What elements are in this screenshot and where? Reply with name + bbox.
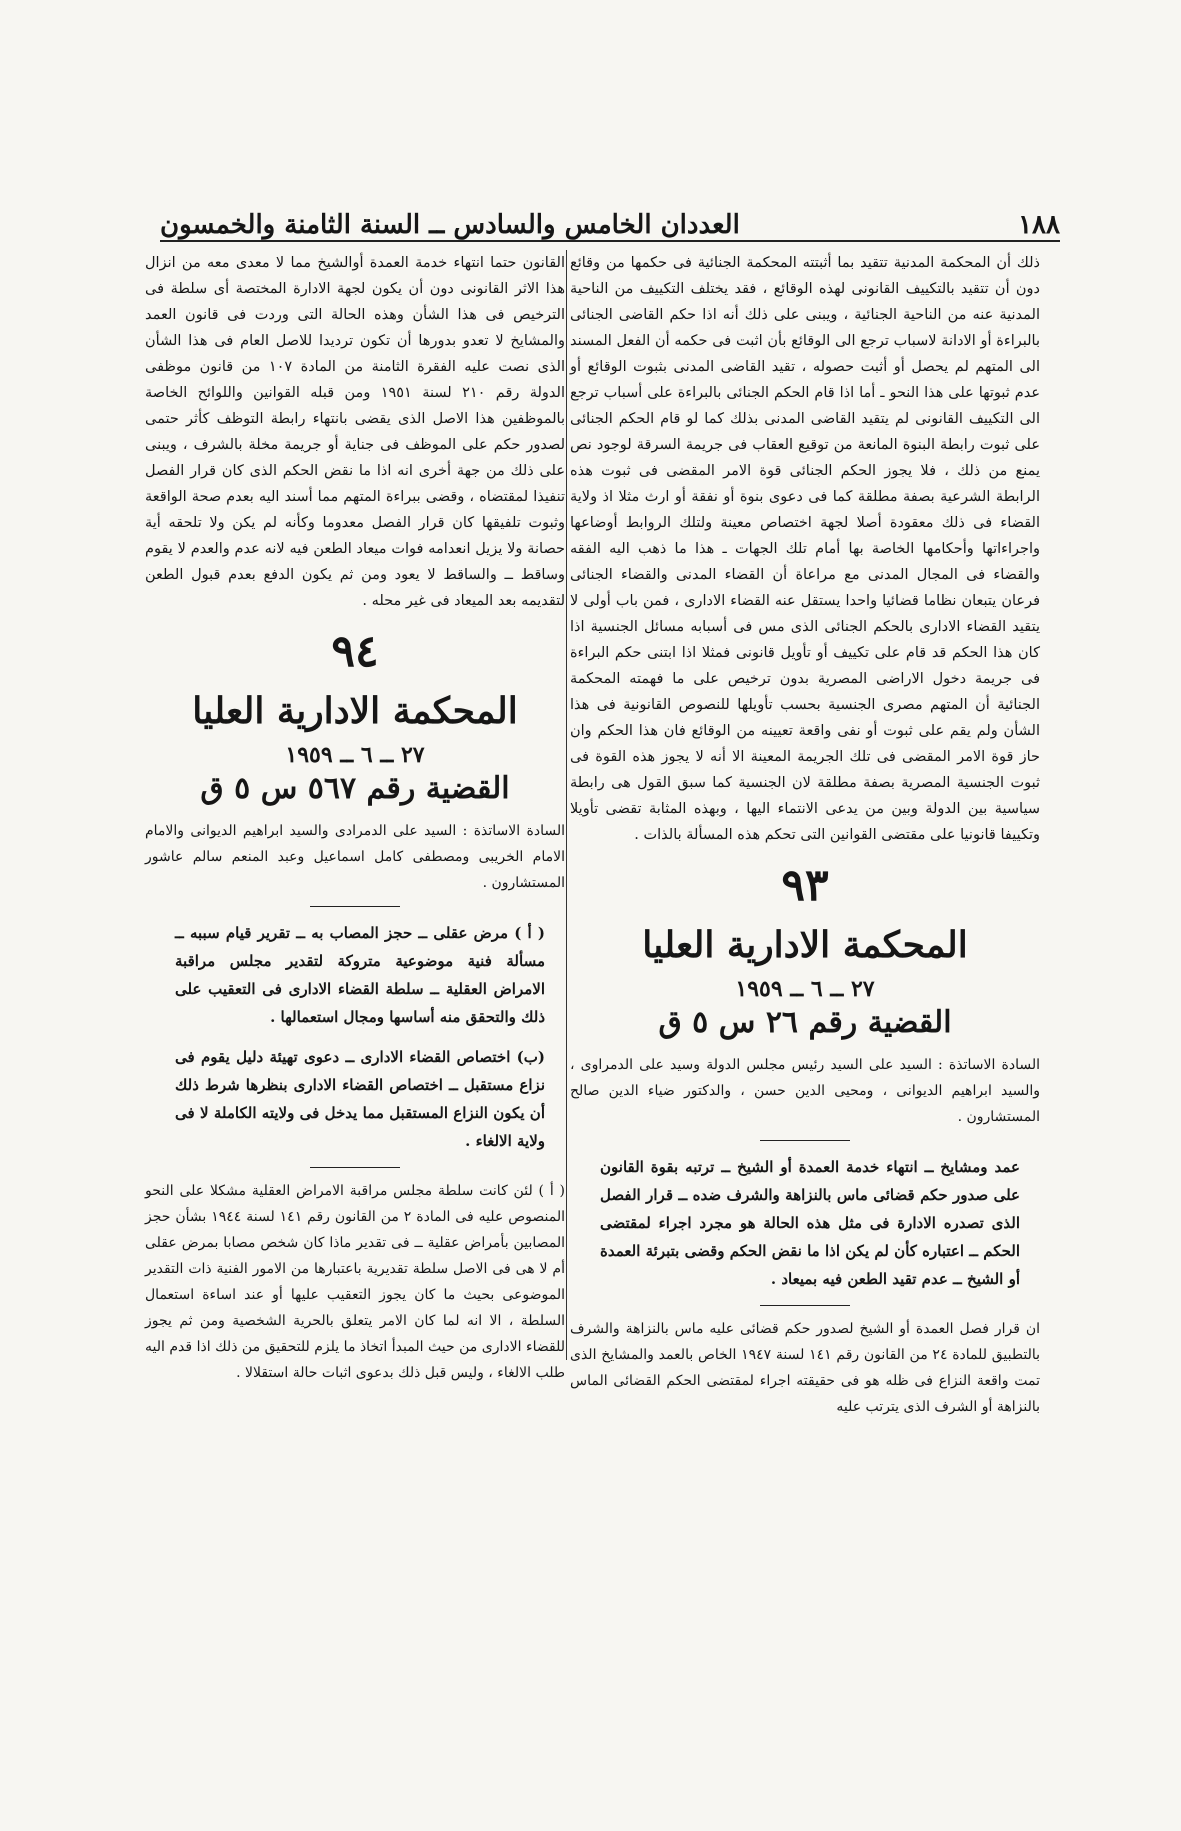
left-continuation-text: القانون حتما انتهاء خدمة العمدة أوالشيخ مما لا معدى معه من انزال هذا الاثر القانونى دون أن يكون لجهة الادارة المختصة أى سلطة فى الترخيص فى هذا الشأن وهذه الحالة التى وردت فى قانون العمد والمشايخ لا تعدو بدورها أن تكون ترديدا للاصل العام فى هذا الشأن الذى نصت عليه الفقرة الثامنة من المادة ١٠٧ من قانون موظفى الدولة رقم ٢١٠ لسنة ١٩٥١ ومن قبله القوانين واللوائح الخاصة بالموظفين هذا الاصل الذى يقضى بانتهاء رابطة التوظف كأثر حتمى لصدور حكم على الموظف فى جناية أو جريمة مخلة بالشرف ، ويبنى على ذلك من جهة أخرى انه اذا ما نقض الحكم الذى كان قرار الفصل تنفيذا لمقتضاه ، وقضى ببراءة المتهم مما أسند اليه بعدم صحة الواقعة وثبوت تلفيقها كان قرار الفصل معدوما وكأنه لم يكن ولا تلحقه أية حصانة ولا يزيل انعدامه فوات ميعاد الطعن فيه لانه عدم والعدم لا يقوم وساقط ــ والساقط لا يعود ومن ثم يكون الدفع بعدم قبول الطعن لتقديمه بعد الميعاد فى غير محله . [145,255,565,609]
divider [310,1167,400,1168]
judges-list: السادة الاساتذة : السيد على السيد رئيس مجلس الدولة وسيد على الدمراوى ، والسيد ابراهيم الديوانى ، ومحيى الدين حسن ، والدكتور ضياء الدين صالح المستشارون . [570,1057,1040,1125]
judges-list: السادة الاساتذة : السيد على الدمرادى والسيد ابراهيم الديوانى والامام الامام الخريبى ومصطفى كامل اسماعيل وعبد المنعم سالم عاشور المستشارون . [145,823,565,891]
column-divider [566,250,567,1360]
judgment-text: ( أ ) لئن كانت سلطة مجلس مراقبة الامراض العقلية مشكلا على النحو المنصوص عليه فى المادة ٢ من القانون رقم ١٤١ لسنة ١٩٤٤ بشأن حجز المصابين بأمراض عقلية ــ فى تقدير ماذا كان شخص مصابا بمرض عقلى أم لا هى فى الاصل سلطة تقديرية باعتبارها من الامور الفنية ذات التقدير الموضوعى بحيث ما كان يجوز التعقيب عليها أو عند اساءة استعمال السلطة ، الا انه لما كان الامر يتعلق بالحرية الشخصية ومن ثم يجوز للقضاء الادارى من حيث المبدأ اتخاذ ما يلزم للتحقيق من ذلك اذا قدم اليه طلب الالغاء ، وليس قبل ذلك بدعوى اثبات حالة استقلالا . [145,1183,565,1381]
divider [760,1305,850,1306]
divider [310,906,400,907]
divider [760,1140,850,1141]
page-number: ١٨٨ [1018,210,1060,240]
case-reference: القضية رقم ٢٦ س ٥ ق [658,1005,952,1040]
right-continuation-text: ذلك أن المحكمة المدنية تتقيد بما أثبتته المحكمة الجنائية فى حكمها من وقائع دون أن تتقيد بالتكييف القانونى لهذه الوقائع ، فقد يختلف التكييف من الناحية المدنية عنه من الناحية الجنائية ، ويبنى على ذلك أنه اذا حكم القاضى الجنائى بالبراءة أو الادانة لاسباب ترجع الى الوقائع بأن اثبت فى حكمه أن الفعل المسند الى المتهم لم يحصل أو أثبت حصوله ، تقيد القاضى المدنى بثبوت الوقائع أو عدم ثبوتها على هذا النحو ـ أما اذا قام الحكم الجنائى بالبراءة على أسباب ترجع الى التكييف القانونى لم يتقيد القاضى المدنى بذلك كما لو قام الحكم الجنائى على ثبوت رابطة البنوة المانعة من توقيع العقاب فى جريمة السرقة لوجود نص يمنع من ذلك ، فلا يجوز الحكم الجنائى قوة الامر المقضى فى ثبوت هذه الرابطة الشرعية بصفة مطلقة كما فى دعوى بنوة أو نفقة أو ارث مثلا اذ ولاية القضاء فى ذلك معقودة أصلا لجهة اختصاص معينة ولتلك الروابط أوضاعها واجراءاتها وأحكامها الخاصة بها أمام تلك الجهات ـ هذا ما ذهب اليه الفقه والقضاء فى المجال المدنى مع مراعاة أن القضاء المدنى والقضاء الجنائى فرعان يتبعان نظاما قضائيا واحدا يستقل عنه القضاء الادارى ، فمن باب أولى لا يتقيد القضاء الادارى بالحكم الجنائى الذى مس فى أسبابه مسائل الجنسية اذا كان هذا الحكم قد قام على تكييف أو تأويل قانونى فمثلا اذا ابتنى حكم البراءة فى جريمة دخول الاراضى المصرية بدون ترخيص على ما فهمته المحكمة الجنائية أن المتهم مصرى الجنسية بحسب تأويلها للنصوص القانونية فى هذا الشأن ولم يقم على ثبوت أو نفى واقعة تعيينه من الوقائع فان هذا الحكم وان حاز قوة الامر المقضى فى تلك الجريمة المعينة الا أنه لا يجوز هذه القوة فى ثبوت الجنسية المصرية بصفة مطلقة لان الجنسية كما سبق القول هى رابطة سياسية بين الدولة وبين من يدعى الانتماء اليها ، وبهذه المثابة تقضى تأويلا وتكييفا قانونيا على مقتضى القوانين التى تحكم هذه المسألة بالذات . [570,255,1041,843]
legal-principle: عمد ومشايخ ــ انتهاء خدمة العمدة أو الشيخ ــ ترتبه بقوة القانون على صدور حكم قضائى ماس بالنزاهة والشرف ضده ــ قرار الفصل الذى تصدره الادارة فى مثل هذه الحالة هو مجرد اجراء لمقتضى الحكم ــ اعتباره كأن لم يكن اذا ما نقض الحكم وقضى بتبرئة العمدة أو الشيخ ــ عدم تقيد الطعن فيه بميعاد . [600,1158,1020,1288]
running-title: العددان الخامس والسادس ــ السنة الثامنة والخمسون [160,210,740,240]
court-name: المحكمة الادارية العليا [192,690,518,732]
case-reference: القضية رقم ٥٦٧ س ٥ ق [200,771,510,806]
judgment-text: ان قرار فصل العمدة أو الشيخ لصدور حكم قضائى عليه ماس بالنزاهة والشرف بالتطبيق للمادة ٢٤ من القانون رقم ١٤١ لسنة ١٩٤٧ الخاص بالعمد والمشايخ الذى تمت واقعة النزاع فى ظله هو فى حقيقته اجراء لمقتضى الحكم القضائى الماس بالنزاهة أو الشرف الذى يترتب عليه [570,1321,1041,1415]
legal-principle-a: ( أ ) مرض عقلى ــ حجز المصاب به ــ تقرير قيام سببه ــ مسألة فنية موضوعية متروكة لتقدير مجلس مراقبة الامراض العقلية ــ سلطة القضاء الادارى فى التعقيب على ذلك والتحقق منه أساسها ومجال استعمالها . [175,924,545,1026]
case-number-94: ٩٤ [331,626,379,677]
case-number-93: ٩٣ [781,860,829,911]
court-name: المحكمة الادارية العليا [642,924,968,966]
left-column [145,250,565,1386]
legal-principle-b: (ب) اختصاص القضاء الادارى ــ دعوى تهيئة دليل يقوم فى نزاع مستقبل ــ اختصاص القضاء الادارى بنظرها شرط ذلك أن يكون النزاع المستقبل مما يدخل فى ولايته الكاملة لا فى ولاية الالغاء . [175,1048,545,1150]
right-column [570,250,1040,1420]
case-date: ٢٧ ــ ٦ ــ ١٩٥٩ [735,976,875,1002]
page-header [160,200,1060,242]
case-date: ٢٧ ــ ٦ ــ ١٩٥٩ [285,742,425,768]
